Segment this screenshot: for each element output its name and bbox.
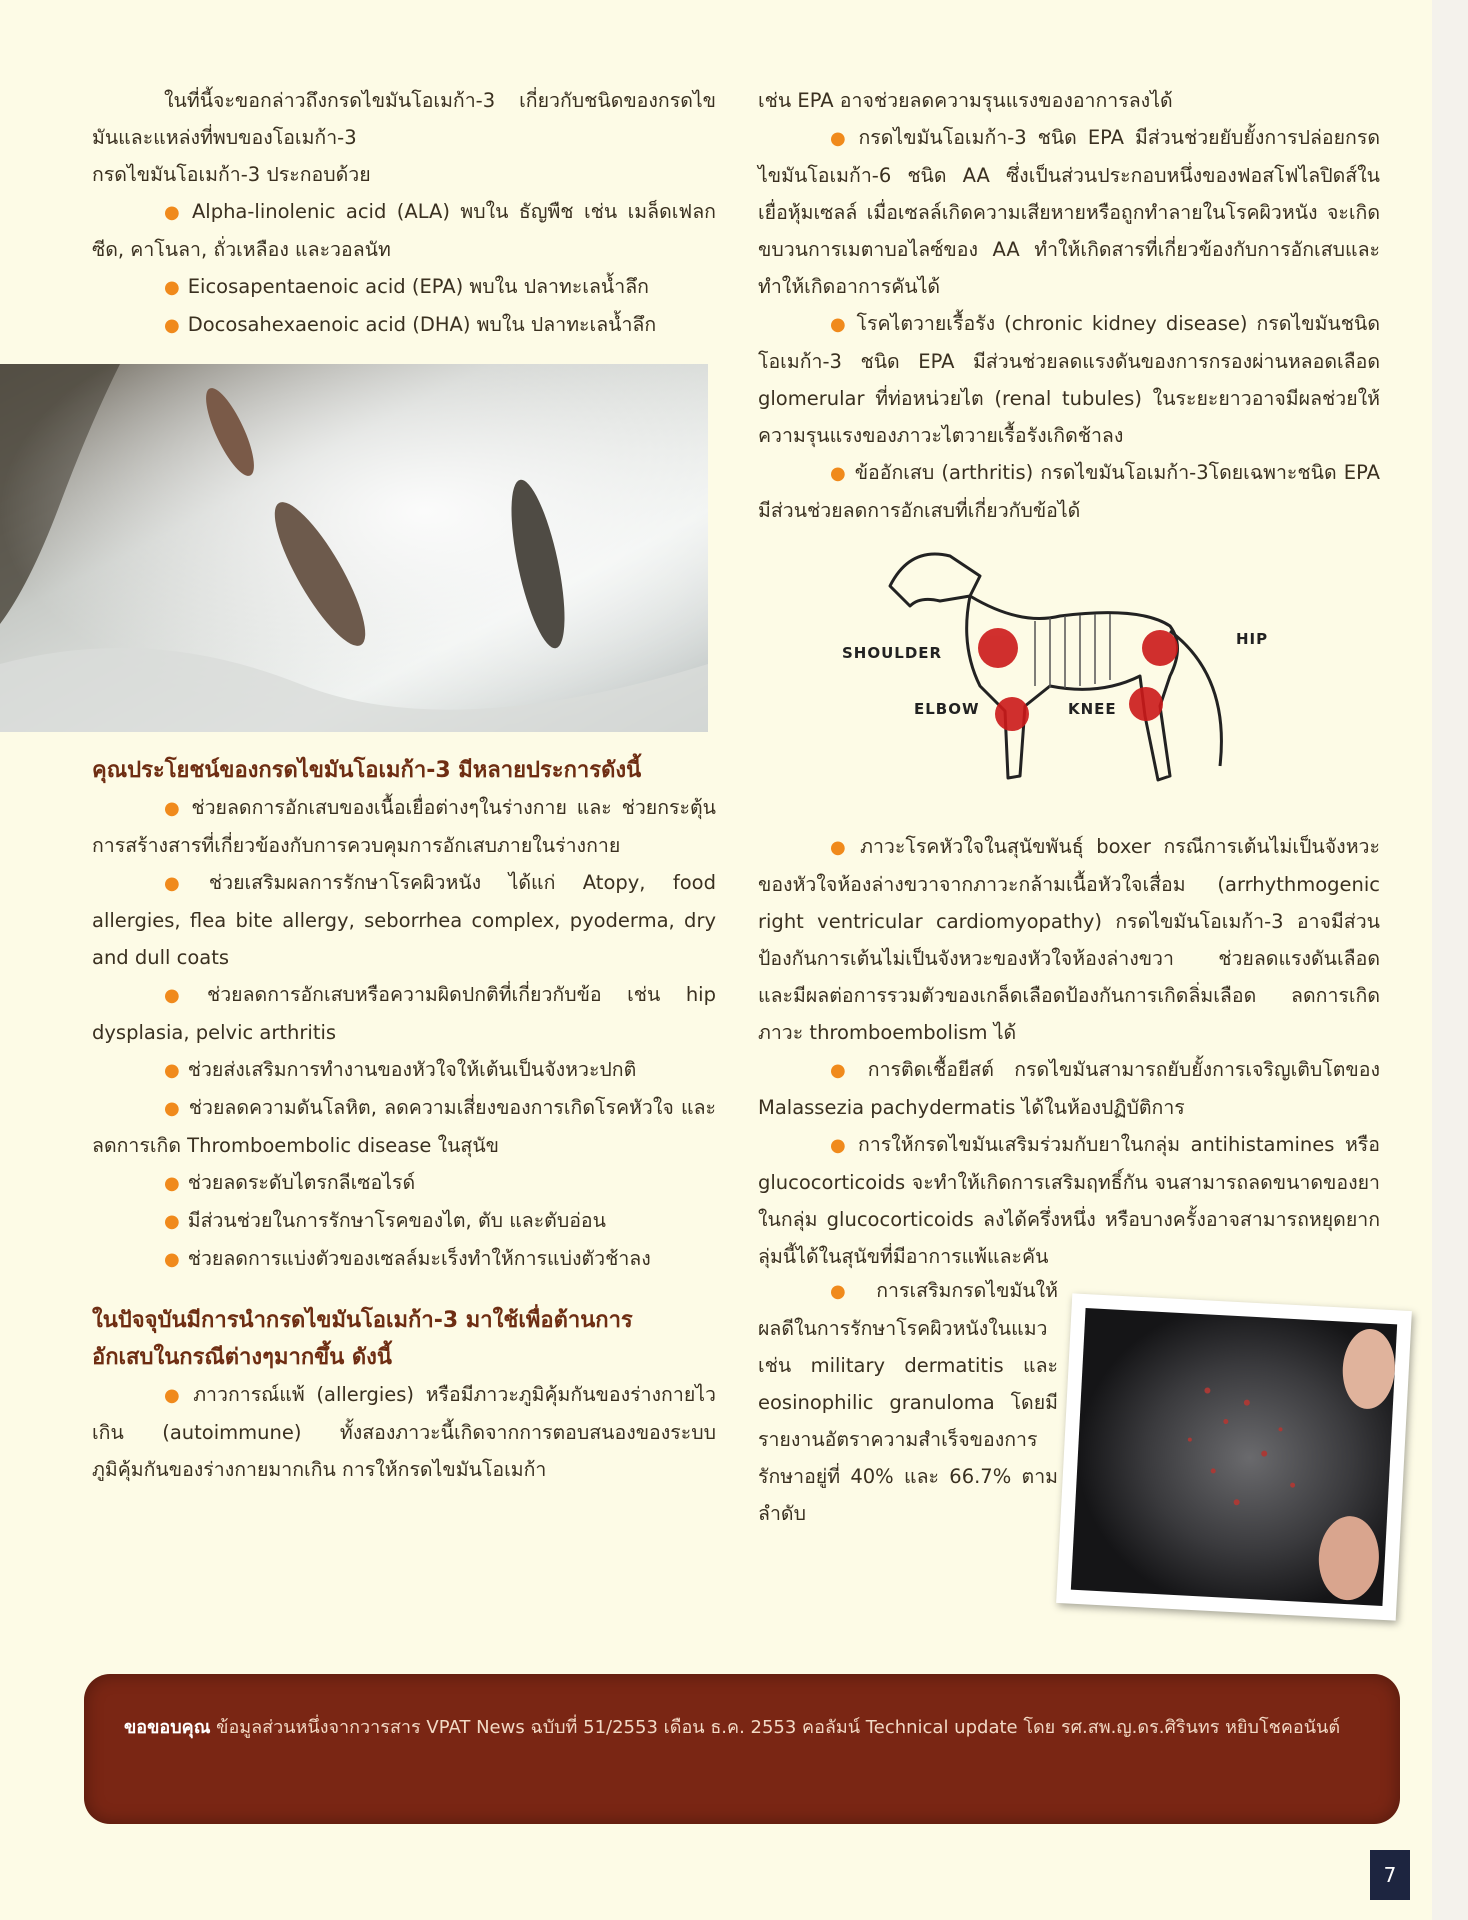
right-bottom <box>758 828 1380 1275</box>
label-elbow: ELBOW <box>914 700 980 718</box>
elbow-joint-marker <box>995 697 1029 731</box>
left-benefits <box>92 752 716 1488</box>
bullet-icon: ● <box>164 1211 180 1232</box>
usage-item: ● กรดไขมันโอเมก้า-3 ชนิด EPA มีส่วนช่วยยับยั้งการปล่อยกรดไขมันโอเมก้า-6 ชนิด AA ซึ่งเป็นส่วนประกอบหนึ่งของฟอสโฟไลปิดส์ในเยื่อหุ้มเซลล์ เมื่อเซลล์เกิดความเสียหายหรือถูกทำลายในโรคผิวหนัง จะเกิดขบวนการเมตาบอไลซ์ของ AA ทำให้เกิดสารที่เกี่ยวข้องกับการอักเสบและทำให้เกิดอาการคันได้ <box>758 126 1380 298</box>
benefit-item: ● ช่วยลดการอักเสบหรือความผิดปกติที่เกี่ยวกับข้อ เช่น hip dysplasia, pelvic arthritis <box>92 983 716 1044</box>
label-knee: KNEE <box>1068 700 1117 718</box>
dog-joint-diagram <box>840 536 1269 806</box>
shoulder-joint-marker <box>978 628 1018 668</box>
usage-item-allergies: ● ภาวการณ์แพ้ (allergies) หรือมีภาวะภูมิคุ้มกันของร่างกายไวเกิน (autoimmune) ทั้งสองภาวะนี้เกิดจากการตอบสนองของระบบภูมิคุ้มกันของร่างกายมากเกิน การให้กรดไขมันโอเมก้า <box>92 1383 716 1481</box>
thanks-label: ขอขอบคุณ <box>124 1717 211 1738</box>
intro-paragraph: ในที่นี้จะขอกล่าวถึงกรดไขมันโอเมก้า-3 เกี่ยวกับชนิดของกรดไขมันและแหล่งที่พบของโอเมก้า-3 <box>92 89 716 149</box>
bullet-icon: ● <box>830 128 851 149</box>
right-top <box>758 82 1380 529</box>
benefit-item: ● มีส่วนช่วยในการรักษาโรคของไต, ตับ และตับอ่อน <box>164 1209 606 1232</box>
bullet-icon: ● <box>830 463 847 484</box>
bullet-icon: ● <box>164 315 180 336</box>
left-intro <box>92 82 716 344</box>
cat-skin-photo <box>1056 1293 1412 1620</box>
bullet-icon: ● <box>830 837 853 858</box>
bullet-icon: ● <box>164 202 184 223</box>
benefit-item: ● ช่วยส่งเสริมการทำงานของหัวใจให้เต้นเป็นจังหวะปกติ <box>164 1058 637 1081</box>
composed-of-line: กรดไขมันโอเมก้า-3 ประกอบด้วย <box>92 163 371 186</box>
continuation-line: เช่น EPA อาจช่วยลดความรุนแรงของอาการลงได้ <box>758 89 1173 112</box>
benefit-item: ● ช่วยลดระดับไตรกลีเซอไรด์ <box>164 1171 416 1194</box>
bullet-icon: ● <box>164 1249 180 1270</box>
page-edge <box>1432 0 1468 1920</box>
bullet-icon: ● <box>164 985 199 1006</box>
cat-skin-paragraph <box>758 1272 1058 1532</box>
bullet-icon: ● <box>830 1281 869 1302</box>
usage-item: ● ภาวะโรคหัวใจในสุนัขพันธุ์ boxer กรณีการเต้นไม่เป็นจังหวะของหัวใจห้องล่างขวาจากภาวะกล้ามเนื้อหัวใจเสื่อม (arrhythmogenic right ventricular cardiomyopathy) กรดไขมันโอเมก้า-3 อาจมีส่วนป้องกันการเต้นไม่เป็นจังหวะของหัวใจห้องล่างขวา ช่วยลดแรงดันเลือด และมีผลต่อการรวมตัวของเกล็ดเลือดป้องกันการเกิดลิ่มเลือด ลดการเกิดภาวะ thromboembolism ได้ <box>758 835 1380 1044</box>
bullet-icon: ● <box>830 1060 860 1081</box>
knee-joint-marker <box>1129 687 1163 721</box>
bullet-icon: ● <box>830 314 849 335</box>
usage-item: ● การให้กรดไขมันเสริมร่วมกับยาในกลุ่ม antihistamines หรือ glucocorticoids จะทำให้เกิดการเสริมฤทธิ์กัน จนสามารถลดขนาดของยาในกลุ่ม glucocorticoids ลงได้ครึ่งหนึ่ง หรือบางครั้งอาจสามารถหยุดยากลุ่มนี้ได้ในสุนัขที่มีอาการแพ้และคัน <box>758 1133 1380 1268</box>
benefit-item: ● ช่วยลดการอักเสบของเนื้อเยื่อต่างๆในร่างกาย และ ช่วยกระตุ้นการสร้างสารที่เกี่ยวข้องกับการควบคุมการอักเสบภายในร่างกาย <box>92 796 716 857</box>
benefit-item: ● ช่วยลดความดันโลหิต, ลดความเสี่ยงของการเกิดโรคหัวใจ และลดการเกิด Thromboembolic disease ในสุนัข <box>92 1096 716 1157</box>
usage-item-cats: ● การเสริมกรดไขมันให้ผลดีในการรักษาโรคผิวหนังในแมว เช่น military dermatitis และ eosinophilic granuloma โดยมีรายงานอัตราความสำเร็จของการรักษาอยู่ที่ 40% และ 66.7% ตามลำดับ <box>758 1279 1058 1525</box>
usage-heading-line-1: ในปัจจุบันมีการนำกรดไขมันโอเมก้า-3 มาใช้เพื่อต้านการ <box>92 1308 633 1333</box>
bullet-icon: ● <box>164 798 184 819</box>
type-item-dha: ● Docosahexaenoic acid (DHA) พบใน ปลาทะเลน้ำลึก <box>164 313 657 336</box>
bullet-icon: ● <box>164 873 201 894</box>
usage-heading-line-2: อักเสบในกรณีต่างๆมากขึ้น ดังนี้ <box>92 1345 392 1370</box>
usage-item: ● ข้ออักเสบ (arthritis) กรดไขมันโอเมก้า-3โดยเฉพาะชนิด EPA มีส่วนช่วยลดการอักเสบที่เกี่ยวกับข้อได้ <box>758 461 1380 522</box>
page-number: 7 <box>1370 1850 1410 1900</box>
credit-text: ขอขอบคุณ ข้อมูลส่วนหนึ่งจากวารสาร VPAT News ฉบับที่ 51/2553 เดือน ธ.ค. 2553 คอลัมน์ Technical update โดย รศ.สพ.ญ.ดร.ศิรินทร หยิบโชคอนันต์ <box>124 1717 1341 1738</box>
bullet-icon: ● <box>164 1173 180 1194</box>
usage-item: ● การติดเชื้อยีสต์ กรดไขมันสามารถยับยั้งการเจริญเติบโตของ Malassezia pachydermatis ได้ในห้องปฏิบัติการ <box>758 1058 1380 1119</box>
bullet-icon: ● <box>830 1135 851 1156</box>
type-item-epa: ● Eicosapentaenoic acid (EPA) พบใน ปลาทะเลน้ำลึก <box>164 275 649 298</box>
credit-banner <box>84 1674 1400 1824</box>
label-shoulder: SHOULDER <box>842 644 943 662</box>
type-item-ala: ● Alpha-linolenic acid (ALA) พบใน ธัญพืช เช่น เมล็ดเฟลกซีด, คาโนลา, ถั่วเหลือง และวอลนัท <box>92 200 716 261</box>
bullet-icon: ● <box>164 277 180 298</box>
benefits-heading: คุณประโยชน์ของกรดไขมันโอเมก้า-3 มีหลายประการดังนี้ <box>92 758 642 783</box>
benefit-item: ● ช่วยเสริมผลการรักษาโรคผิวหนัง ได้แก่ Atopy, food allergies, flea bite allergy, seborrhea complex, pyoderma, dry and dull coats <box>92 871 716 969</box>
label-hip: HIP <box>1236 630 1269 648</box>
bullet-icon: ● <box>164 1385 186 1406</box>
benefit-item: ● ช่วยลดการแบ่งตัวของเซลล์มะเร็งทำให้การแบ่งตัวช้าลง <box>164 1247 651 1270</box>
bullet-icon: ● <box>164 1098 181 1119</box>
hip-joint-marker <box>1142 630 1178 666</box>
salmon-waterfall-photo <box>0 364 708 732</box>
usage-item: ● โรคไตวายเรื้อรัง (chronic kidney disease) กรดไขมันชนิดโอเมก้า-3 ชนิด EPA มีส่วนช่วยลดแรงดันของการกรองผ่านหลอดเลือด glomerular ที่ท่อหน่วยไต (renal tubules) ในระยะยาวอาจมีผลช่วยให้ความรุนแรงของภาวะไตวายเรื้อรังเกิดช้าลง <box>758 312 1380 447</box>
bullet-icon: ● <box>164 1060 180 1081</box>
